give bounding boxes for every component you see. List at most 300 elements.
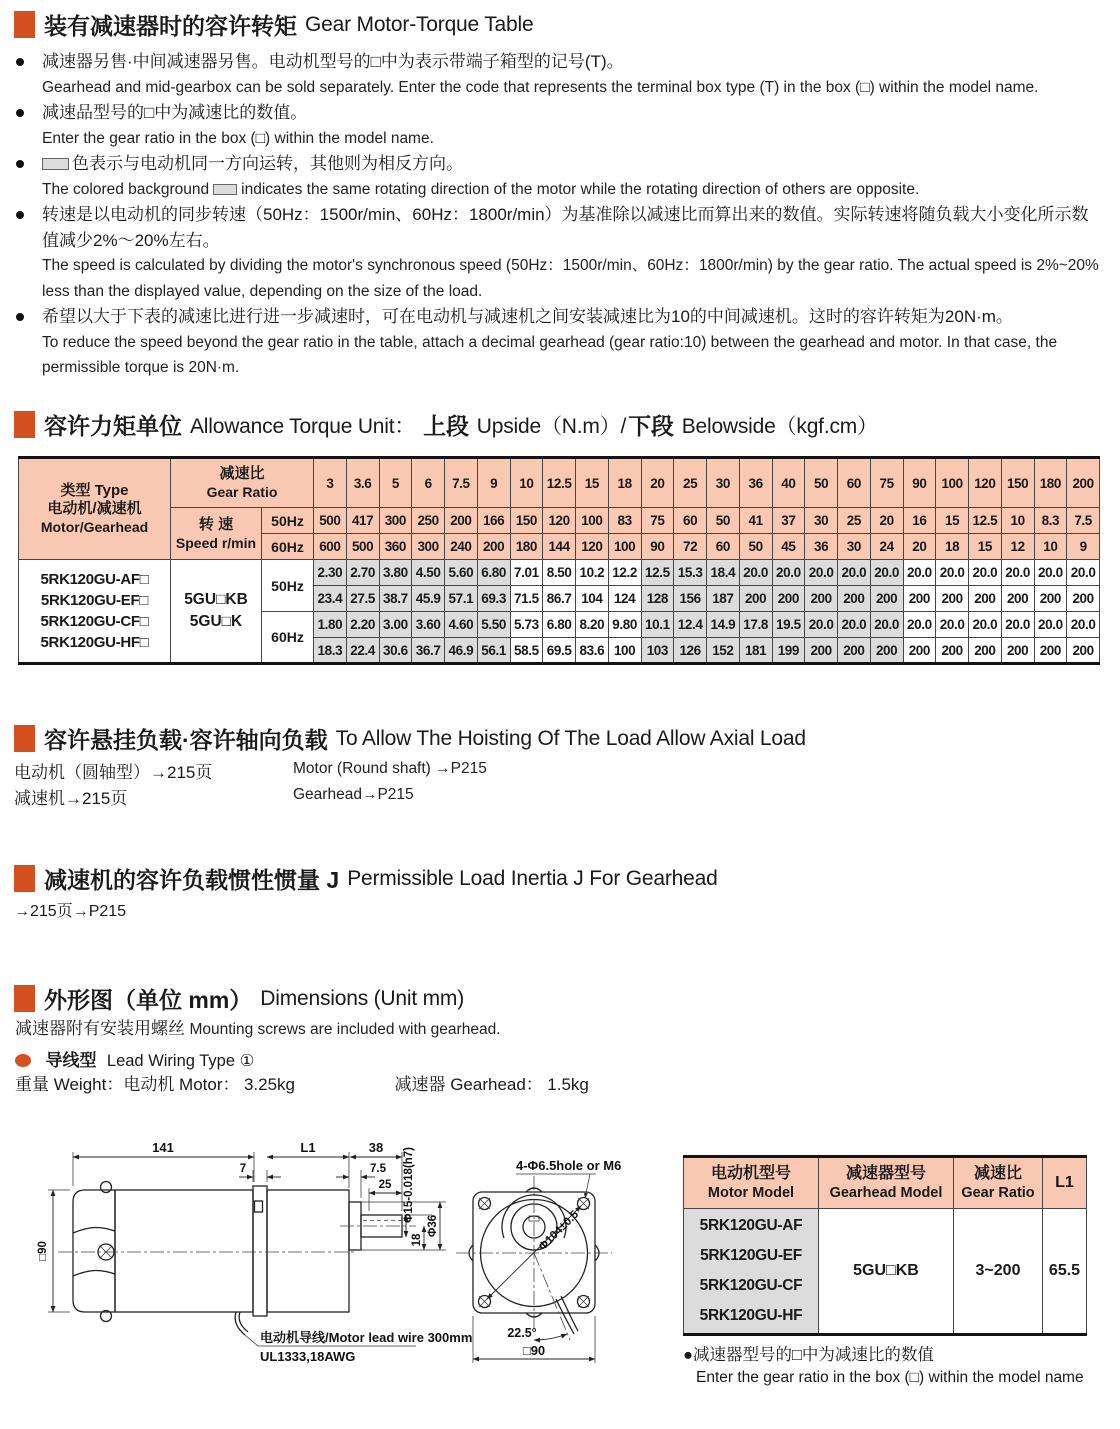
dim-7p5-label: 7.5 bbox=[370, 1163, 386, 1175]
note-en bbox=[42, 177, 1100, 203]
speed-60-value: 500 bbox=[346, 534, 379, 560]
speed-60-value: 15 bbox=[969, 534, 1002, 560]
section-title-hoisting-axial-load bbox=[14, 722, 806, 755]
gear-ratio-cell: 3~200 bbox=[954, 1209, 1043, 1335]
ratio-col-header: 30 bbox=[707, 458, 740, 508]
torque-nm-60: 20.0 bbox=[936, 612, 969, 638]
speed-50-value: 8.3 bbox=[1034, 508, 1067, 534]
torque-nm-60: 20.0 bbox=[1067, 612, 1100, 638]
motor-models-cell bbox=[19, 560, 171, 664]
direction-color-swatch bbox=[42, 158, 69, 170]
bullet-icon bbox=[16, 160, 24, 168]
torque-nm-50: 20.0 bbox=[936, 560, 969, 586]
speed-60-value: 10 bbox=[1034, 534, 1067, 560]
torque-kgf-50: 128 bbox=[641, 586, 674, 612]
speed-50-value: 37 bbox=[772, 508, 805, 534]
torque-nm-50: 20.0 bbox=[1034, 560, 1067, 586]
title-cn: 容许悬挂负载·容许轴向负载 bbox=[44, 727, 328, 753]
note-cn bbox=[42, 151, 1100, 177]
speed-50-value: 75 bbox=[641, 508, 674, 534]
speed-60-value: 240 bbox=[445, 534, 478, 560]
ratio-col-header: 36 bbox=[739, 458, 772, 508]
fin-line bbox=[73, 1270, 115, 1276]
torque-kgf-60: 152 bbox=[707, 638, 740, 664]
speed-50-value: 16 bbox=[903, 508, 936, 534]
note-en-text: indicates the same rotating direction of the motor while the rotating direction of others are opposite. bbox=[241, 180, 920, 198]
torque-kgf-60: 56.1 bbox=[477, 638, 510, 664]
gear-cover-outline bbox=[73, 1190, 115, 1312]
torque-nm-50: 8.50 bbox=[543, 560, 576, 586]
torque-kgf-50: 27.5 bbox=[346, 586, 379, 612]
speed-60-value: 120 bbox=[576, 534, 609, 560]
section-title-allowance-torque-unit bbox=[14, 408, 878, 441]
lead-wiring-en: Lead Wiring Type ① bbox=[106, 1052, 255, 1070]
gear-ratio-cn: 减速比 bbox=[219, 465, 265, 482]
torque-nm-60: 12.4 bbox=[674, 612, 707, 638]
gearhead-ref-cn: 减速机→215页 bbox=[14, 789, 128, 808]
header-cn: 减速比 bbox=[973, 1165, 1022, 1182]
torque-kgf-50: 156 bbox=[674, 586, 707, 612]
torque-kgf-50: 200 bbox=[969, 586, 1002, 612]
torque-kgf-50: 200 bbox=[1001, 586, 1034, 612]
note-cn: 减速品型号的□中为减速比的数值。 bbox=[42, 103, 308, 122]
table-row bbox=[19, 508, 1100, 534]
torque-nm-60: 4.60 bbox=[445, 612, 478, 638]
dim-141-label: 141 bbox=[152, 1140, 174, 1155]
torque-kgf-60: 100 bbox=[608, 638, 641, 664]
torque-nm-50: 2.70 bbox=[346, 560, 379, 586]
torque-kgf-50: 124 bbox=[608, 586, 641, 612]
ratio-col-header: 18 bbox=[608, 458, 641, 508]
torque-kgf-60: 200 bbox=[969, 638, 1002, 664]
speed-60-value: 60 bbox=[707, 534, 740, 560]
speed-60-value: 180 bbox=[510, 534, 543, 560]
dim-22p5-arc bbox=[534, 1334, 567, 1340]
mounting-screws-note-cn: 减速器附有安装用螺丝 bbox=[15, 1019, 185, 1038]
torque-kgf-50: 187 bbox=[707, 586, 740, 612]
title-en: Gear Motor-Torque Table bbox=[305, 12, 534, 36]
motor-model: 5RK120GU-HF□ bbox=[40, 634, 149, 651]
torque-kgf-50: 200 bbox=[870, 586, 903, 612]
torque-nm-60: 17.8 bbox=[739, 612, 772, 638]
ratio-col-header: 40 bbox=[772, 458, 805, 508]
speed-60-value: 144 bbox=[543, 534, 576, 560]
torque-nm-60: 20.0 bbox=[838, 612, 871, 638]
torque-nm-60: 6.80 bbox=[543, 612, 576, 638]
orange-square-icon bbox=[14, 411, 35, 438]
models-note-en: Enter the gear ratio in the box (□) within the model name bbox=[696, 1369, 1084, 1386]
speed-50-value: 15 bbox=[936, 508, 969, 534]
speed-50-value: 25 bbox=[838, 508, 871, 534]
torque-nm-50: 20.0 bbox=[805, 560, 838, 586]
title-en: To Allow The Hoisting Of The Load Allow Axial Load bbox=[335, 726, 806, 750]
ratio-col-header: 20 bbox=[641, 458, 674, 508]
speed-60-value: 90 bbox=[641, 534, 674, 560]
title-cn: 装有减速器时的容许转矩 bbox=[44, 13, 297, 39]
torque-nm-50: 20.0 bbox=[969, 560, 1002, 586]
header-en: Gear Ratio bbox=[961, 1185, 1035, 1201]
speed-60-value: 12 bbox=[1001, 534, 1034, 560]
section-title-dimensions bbox=[14, 982, 464, 1015]
dim-phi15-label: Φ15-0.018(h7) bbox=[403, 1147, 415, 1223]
gearhead-model: 5GU□KB bbox=[184, 591, 248, 608]
models-note-cn: ●减速器型号的□中为减速比的数值 bbox=[683, 1346, 934, 1364]
lead-wiring-cn: 导线型 bbox=[45, 1051, 97, 1070]
speed-50-value: 60 bbox=[674, 508, 707, 534]
ratio-col-header: 12.5 bbox=[543, 458, 576, 508]
torque-nm-60: 9.80 bbox=[608, 612, 641, 638]
section-title-gear-motor-torque bbox=[14, 8, 533, 41]
title-en: Permissible Load Inertia J For Gearhead bbox=[347, 866, 718, 890]
dim-38-label: 38 bbox=[368, 1140, 384, 1155]
torque-kgf-50: 200 bbox=[1034, 586, 1067, 612]
note-item-4 bbox=[14, 202, 1100, 304]
torque-nm-60: 3.00 bbox=[379, 612, 412, 638]
torque-kgf-60: 18.3 bbox=[314, 638, 347, 664]
torque-kgf-50: 71.5 bbox=[510, 586, 543, 612]
torque-nm-60: 20.0 bbox=[969, 612, 1002, 638]
speed-50-value: 150 bbox=[510, 508, 543, 534]
torque-nm-50: 7.01 bbox=[510, 560, 543, 586]
table-header-row bbox=[684, 1157, 1087, 1209]
torque-kgf-60: 69.5 bbox=[543, 638, 576, 664]
speed-60-value: 72 bbox=[674, 534, 707, 560]
torque-nm-60: 3.60 bbox=[412, 612, 445, 638]
title-en: Allowance Torque Unit： bbox=[190, 414, 416, 438]
ratio-col-header: 9 bbox=[477, 458, 510, 508]
motor-round-shaft-ref-en: Motor (Round shaft) →P215 bbox=[293, 760, 487, 777]
torque-kgf-60: 200 bbox=[838, 638, 871, 664]
orange-square-icon bbox=[14, 11, 35, 38]
models-table-note bbox=[683, 1344, 1084, 1389]
fin-line bbox=[73, 1227, 115, 1233]
speed-50-value: 41 bbox=[739, 508, 772, 534]
torque-nm-60: 8.20 bbox=[576, 612, 609, 638]
torque-nm-50: 5.60 bbox=[445, 560, 478, 586]
dim-phi36-label: Φ36 bbox=[427, 1214, 439, 1238]
torque-kgf-60: 199 bbox=[772, 638, 805, 664]
header-en: Motor Model bbox=[707, 1185, 795, 1201]
note-en: Enter the gear ratio in the box (□) within the model name. bbox=[42, 129, 434, 147]
torque-nm-50: 12.5 bbox=[641, 560, 674, 586]
speed-60-value: 45 bbox=[772, 534, 805, 560]
ratio-col-header: 180 bbox=[1034, 458, 1067, 508]
torque-nm-50: 15.3 bbox=[674, 560, 707, 586]
ratio-col-header: 5 bbox=[379, 458, 412, 508]
torque-nm-60: 20.0 bbox=[870, 612, 903, 638]
speed-50-value: 250 bbox=[412, 508, 445, 534]
motor-round-shaft-ref-cn: 电动机（圆轴型）→215页 bbox=[14, 763, 213, 782]
torque-table bbox=[18, 456, 1100, 665]
torque-nm-60: 20.0 bbox=[903, 612, 936, 638]
torque-kgf-50: 69.3 bbox=[477, 586, 510, 612]
weight-label: 重量 Weight： bbox=[15, 1075, 124, 1094]
torque-kgf-50: 200 bbox=[1067, 586, 1100, 612]
speed-50-value: 7.5 bbox=[1067, 508, 1100, 534]
ratio-col-header: 7.5 bbox=[445, 458, 478, 508]
torque-kgf-50: 104 bbox=[576, 586, 609, 612]
speed-50-value: 300 bbox=[379, 508, 412, 534]
torque-kgf-50: 45.9 bbox=[412, 586, 445, 612]
column-header bbox=[819, 1157, 954, 1209]
gearhead-body bbox=[267, 1190, 349, 1312]
torque-kgf-50: 86.7 bbox=[543, 586, 576, 612]
dim-L1-label: L1 bbox=[300, 1140, 316, 1155]
title-cn: 外形图（单位 mm） bbox=[44, 987, 253, 1013]
weight-line bbox=[15, 1070, 589, 1095]
torque-kgf-60: 200 bbox=[1001, 638, 1034, 664]
dim-frame90-label: □90 bbox=[37, 1241, 49, 1261]
lead-wire bbox=[235, 1312, 245, 1335]
torque-kgf-50: 200 bbox=[903, 586, 936, 612]
torque-kgf-60: 200 bbox=[805, 638, 838, 664]
speed-60-value: 50 bbox=[739, 534, 772, 560]
dim-22p5-label: 22.5° bbox=[507, 1326, 537, 1340]
motor-model: 5RK120GU-CF bbox=[699, 1277, 803, 1294]
gear-ratio-header bbox=[171, 458, 314, 508]
torque-kgf-60: 126 bbox=[674, 638, 707, 664]
holes-label: 4-Φ6.5hole or M6 bbox=[516, 1158, 622, 1173]
torque-nm-60: 1.80 bbox=[314, 612, 347, 638]
table-row bbox=[19, 458, 1100, 508]
gearhead-weight-value: 1.5kg bbox=[547, 1075, 589, 1094]
holes-leader bbox=[585, 1174, 590, 1198]
torque-nm-50: 10.2 bbox=[576, 560, 609, 586]
torque-nm-60: 5.73 bbox=[510, 612, 543, 638]
dim-phi104-label: Φ104±0.5 bbox=[536, 1208, 582, 1254]
torque-nm-60: 20.0 bbox=[805, 612, 838, 638]
speed-50-value: 200 bbox=[445, 508, 478, 534]
note-en: To reduce the speed beyond the gear ratio in the table, attach a decimal gearhead (gear ratio:10) between the gearhead and motor. In that case, the permissible torque is 20N·m. bbox=[42, 333, 1058, 376]
motor-body bbox=[115, 1190, 253, 1312]
torque-kgf-50: 200 bbox=[772, 586, 805, 612]
speed-60-value: 100 bbox=[608, 534, 641, 560]
torque-kgf-50: 38.7 bbox=[379, 586, 412, 612]
torque-kgf-60: 181 bbox=[739, 638, 772, 664]
torque-nm-60: 20.0 bbox=[1034, 612, 1067, 638]
orange-square-icon bbox=[14, 725, 35, 752]
data-50hz-label: 50Hz bbox=[262, 560, 314, 612]
speed-60hz-label: 60Hz bbox=[262, 534, 314, 560]
motor-model: 5RK120GU-EF bbox=[700, 1247, 802, 1264]
speed-60-value: 36 bbox=[805, 534, 838, 560]
torque-kgf-50: 200 bbox=[739, 586, 772, 612]
ratio-col-header: 75 bbox=[870, 458, 903, 508]
torque-kgf-60: 58.5 bbox=[510, 638, 543, 664]
ratio-col-header: 3.6 bbox=[346, 458, 379, 508]
note-en: The speed is calculated by dividing the motor's synchronous speed (50Hz：1500r/min、60Hz：1800r/min) by the gear ratio. The actual speed is 2%~20% less than the displayed value, depending on the size of the load. bbox=[42, 257, 1099, 300]
torque-kgf-50: 23.4 bbox=[314, 586, 347, 612]
speed-60-value: 18 bbox=[936, 534, 969, 560]
torque-kgf-60: 200 bbox=[1034, 638, 1067, 664]
torque-kgf-60: 36.7 bbox=[412, 638, 445, 664]
gearhead-weight-label: 减速器 Gearhead： bbox=[394, 1075, 543, 1094]
speed-cn: 转 速 bbox=[198, 515, 234, 533]
speed-60-value: 200 bbox=[477, 534, 510, 560]
title-belowside-en: Belowside（kgf.cm） bbox=[681, 414, 878, 438]
wire-label-line1: 电动机导线/Motor lead wire 300mm bbox=[260, 1330, 473, 1345]
data-60hz-label: 60Hz bbox=[262, 612, 314, 664]
torque-kgf-60: 30.6 bbox=[379, 638, 412, 664]
note-item-2 bbox=[14, 100, 1100, 151]
note-en: Gearhead and mid-gearbox can be sold separately. Enter the code that represents the terminal box type (T) in the box (□) within the model name. bbox=[42, 78, 1039, 96]
inertia-page-ref: →215页→P215 bbox=[14, 903, 127, 920]
torque-kgf-60: 83.6 bbox=[576, 638, 609, 664]
motor-side-view bbox=[37, 1140, 472, 1364]
models-table bbox=[683, 1155, 1087, 1336]
ratio-col-header: 50 bbox=[805, 458, 838, 508]
direction-color-swatch bbox=[213, 184, 237, 195]
torque-nm-50: 18.4 bbox=[707, 560, 740, 586]
ratio-col-header: 150 bbox=[1001, 458, 1034, 508]
speed-50-value: 12.5 bbox=[969, 508, 1002, 534]
torque-nm-60: 5.50 bbox=[477, 612, 510, 638]
torque-nm-60: 2.20 bbox=[346, 612, 379, 638]
speed-60-value: 600 bbox=[314, 534, 347, 560]
header-line: Motor/Gearhead bbox=[40, 519, 149, 535]
column-header bbox=[954, 1157, 1043, 1209]
speed-en: Speed r/min bbox=[175, 534, 257, 551]
col-type-header bbox=[19, 458, 171, 560]
gearhead-models-cell bbox=[171, 560, 262, 664]
torque-kgf-50: 200 bbox=[805, 586, 838, 612]
speed-50-value: 500 bbox=[314, 508, 347, 534]
ratio-col-header: 25 bbox=[674, 458, 707, 508]
ratio-col-header: 3 bbox=[314, 458, 347, 508]
title-cn: 容许力矩单位 bbox=[44, 413, 182, 439]
orange-dot-icon bbox=[15, 1054, 31, 1067]
torque-kgf-60: 200 bbox=[1067, 638, 1100, 664]
torque-nm-50: 4.50 bbox=[412, 560, 445, 586]
torque-nm-50: 20.0 bbox=[1001, 560, 1034, 586]
speed-50-value: 120 bbox=[543, 508, 576, 534]
speed-60-value: 300 bbox=[412, 534, 445, 560]
header-en: Gearhead Model bbox=[829, 1185, 943, 1201]
bullet-icon bbox=[16, 313, 24, 321]
torque-nm-50: 2.30 bbox=[314, 560, 347, 586]
l1-cell: 65.5 bbox=[1043, 1209, 1087, 1335]
header-cn: 电动机型号 bbox=[710, 1165, 791, 1182]
note-cn: 希望以大于下表的减速比进行进一步减速时，可在电动机与减速机之间安装减速比为10的中间减速机。这时的容许转矩为20N·m。 bbox=[42, 307, 1013, 326]
torque-nm-60: 19.5 bbox=[772, 612, 805, 638]
mounting-screws-note-en: Mounting screws are included with gearhead. bbox=[189, 1021, 501, 1038]
torque-kgf-50: 200 bbox=[838, 586, 871, 612]
torque-nm-50: 12.2 bbox=[608, 560, 641, 586]
lead-wire bbox=[239, 1312, 248, 1332]
note-item-1 bbox=[14, 49, 1100, 100]
section-title-load-inertia bbox=[14, 862, 718, 895]
header-line: 电动机/减速机 bbox=[47, 500, 142, 517]
speed-50-value: 50 bbox=[707, 508, 740, 534]
torque-kgf-60: 46.9 bbox=[445, 638, 478, 664]
motor-models-cell bbox=[684, 1209, 819, 1335]
header-cn: L1 bbox=[1055, 1174, 1074, 1191]
title-upside-en: Upside（N.m）/ bbox=[476, 414, 627, 438]
note-item-5 bbox=[14, 304, 1100, 381]
title-belowside-cn: 下段 bbox=[628, 413, 674, 439]
motor-front-view bbox=[456, 1158, 621, 1363]
torque-nm-50: 20.0 bbox=[739, 560, 772, 586]
speed-60-value: 24 bbox=[870, 534, 903, 560]
torque-kgf-60: 103 bbox=[641, 638, 674, 664]
bullet-icon bbox=[16, 58, 24, 66]
gearhead-model: 5GU□K bbox=[189, 613, 243, 630]
gearhead-model-cell: 5GU□KB bbox=[819, 1209, 954, 1335]
ratio-col-header: 90 bbox=[903, 458, 936, 508]
column-header bbox=[684, 1157, 819, 1209]
torque-kgf-50: 200 bbox=[936, 586, 969, 612]
header-line: 类型 Type bbox=[60, 482, 129, 499]
note-cn-text: 色表示与电动机同一方向运转，其他则为相反方向。 bbox=[72, 154, 463, 173]
speed-50-value: 30 bbox=[805, 508, 838, 534]
column-header bbox=[1043, 1157, 1087, 1209]
motor-model: 5RK120GU-HF bbox=[699, 1307, 803, 1324]
motor-weight-value: 3.25kg bbox=[243, 1075, 296, 1094]
title-en: Dimensions (Unit mm) bbox=[260, 986, 464, 1010]
dim-7-label: 7 bbox=[239, 1163, 247, 1175]
torque-nm-50: 20.0 bbox=[1067, 560, 1100, 586]
bullet-icon bbox=[16, 109, 24, 117]
dim-front90-label: □90 bbox=[522, 1343, 546, 1358]
ratio-col-header: 6 bbox=[412, 458, 445, 508]
motor-model: 5RK120GU-EF□ bbox=[40, 592, 149, 609]
wire-label-line2: UL1333,18AWG bbox=[260, 1349, 356, 1364]
bullet-icon bbox=[16, 211, 24, 219]
orange-square-icon bbox=[14, 865, 35, 892]
torque-nm-50: 20.0 bbox=[870, 560, 903, 586]
torque-nm-50: 6.80 bbox=[477, 560, 510, 586]
dimension-drawing bbox=[0, 1130, 690, 1429]
note-cn: 转速是以电动机的同步转速（50Hz：1500r/min、60Hz：1800r/min）为基准除以减速比而算出来的数值。实际转速将随负载大小变化所示数值减少2%～20%左右。 bbox=[42, 205, 1089, 250]
torque-kgf-60: 22.4 bbox=[346, 638, 379, 664]
ratio-col-header: 200 bbox=[1067, 458, 1100, 508]
motor-model: 5RK120GU-AF□ bbox=[40, 571, 149, 588]
speed-50-value: 100 bbox=[576, 508, 609, 534]
speed-50-value: 10 bbox=[1001, 508, 1034, 534]
torque-nm-50: 20.0 bbox=[772, 560, 805, 586]
ratio-col-header: 10 bbox=[510, 458, 543, 508]
ratio-col-header: 100 bbox=[936, 458, 969, 508]
title-upside-cn: 上段 bbox=[423, 413, 469, 439]
ratio-col-header: 120 bbox=[969, 458, 1002, 508]
mounting-screws-note bbox=[15, 1014, 501, 1039]
torque-nm-50: 20.0 bbox=[838, 560, 871, 586]
table-row bbox=[19, 560, 1100, 586]
torque-kgf-60: 200 bbox=[936, 638, 969, 664]
note-cn: 减速器另售·中间减速器另售。电动机型号的□中为表示带端子箱型的记号(T)。 bbox=[42, 52, 624, 71]
gearhead-ref-en: Gearhead→P215 bbox=[293, 786, 414, 803]
table-body-row bbox=[684, 1209, 1087, 1335]
lead-wiring-type-line bbox=[15, 1046, 254, 1071]
motor-model: 5RK120GU-CF□ bbox=[40, 613, 149, 630]
speed-50-value: 83 bbox=[608, 508, 641, 534]
speed-60-value: 9 bbox=[1067, 534, 1100, 560]
speed-50hz-label: 50Hz bbox=[262, 508, 314, 534]
screw-top bbox=[101, 1182, 112, 1193]
speed-60-value: 20 bbox=[903, 534, 936, 560]
header-cn: 减速器型号 bbox=[845, 1165, 926, 1182]
speed-header bbox=[171, 508, 262, 560]
torque-nm-60: 10.1 bbox=[641, 612, 674, 638]
extension-lines bbox=[48, 1152, 446, 1312]
torque-kgf-60: 200 bbox=[870, 638, 903, 664]
motor-model: 5RK120GU-AF bbox=[699, 1217, 803, 1234]
dim-25-label: 25 bbox=[378, 1179, 392, 1191]
torque-kgf-60: 200 bbox=[903, 638, 936, 664]
torque-nm-50: 3.80 bbox=[379, 560, 412, 586]
speed-60-value: 360 bbox=[379, 534, 412, 560]
speed-50-value: 20 bbox=[870, 508, 903, 534]
